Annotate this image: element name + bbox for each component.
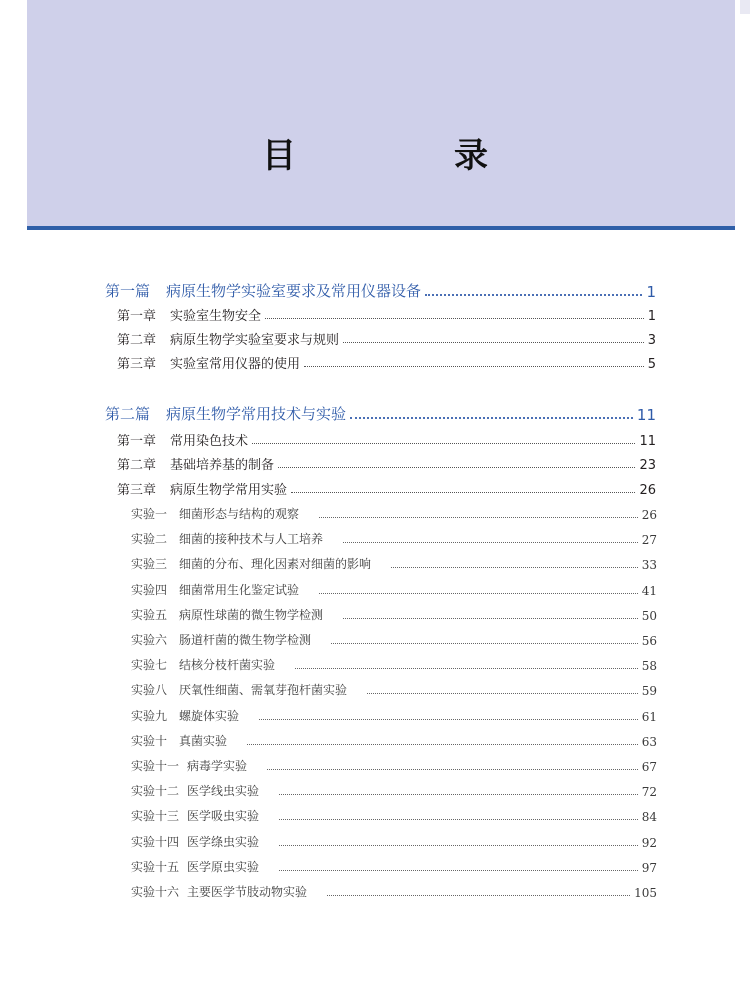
experiment-number: 实验十三 [131, 809, 180, 824]
toc-experiment[interactable] [131, 656, 657, 673]
part-number: 第一篇 [105, 282, 151, 300]
page-number: 23 [639, 458, 656, 473]
experiment-number: 实验八 [131, 683, 168, 698]
dot-leader [279, 793, 638, 795]
experiment-title: 螺旋体实验 [179, 708, 240, 723]
page-number: 1 [647, 309, 656, 324]
part-number: 第二篇 [105, 405, 151, 423]
chapter-number: 第一章 [117, 309, 157, 324]
page-number: 1 [646, 283, 656, 301]
page-title: 目 录 [262, 136, 550, 176]
toc-experiment[interactable] [131, 631, 657, 648]
dot-leader [304, 365, 644, 367]
page-number: 5 [647, 357, 656, 372]
dot-leader [265, 317, 644, 319]
chapter-title: 基础培养基的制备 [170, 458, 275, 473]
dot-leader [252, 442, 635, 444]
chapter-title: 常用染色技术 [170, 434, 249, 449]
experiment-number: 实验三 [131, 557, 168, 572]
toc-chapter[interactable] [117, 454, 656, 473]
page-number: 50 [641, 608, 657, 623]
dot-leader [279, 844, 638, 846]
experiment-title: 医学吸虫实验 [187, 809, 260, 824]
page-number: 105 [634, 886, 657, 900]
toc-experiment[interactable] [131, 807, 657, 824]
page-number: 72 [641, 785, 657, 800]
experiment-number: 实验九 [131, 708, 168, 723]
dot-leader [343, 341, 644, 343]
page-corner [740, 0, 750, 14]
dot-leader [259, 718, 638, 720]
experiment-title: 细菌的分布、理化因素对细菌的影响 [179, 557, 372, 572]
dot-leader [319, 592, 638, 594]
toc-chapter[interactable] [117, 329, 656, 348]
experiment-number: 实验十二 [131, 784, 180, 799]
dot-leader [343, 617, 638, 619]
experiment-number: 实验十 [131, 733, 168, 748]
toc-experiment[interactable] [131, 707, 657, 724]
toc-experiment[interactable] [131, 883, 657, 900]
page-number: 92 [641, 835, 657, 850]
dot-leader [425, 293, 642, 296]
toc-experiment[interactable] [131, 681, 657, 698]
page-number: 26 [641, 508, 657, 522]
chapter-number: 第二章 [117, 333, 157, 348]
page-number: 27 [641, 533, 657, 548]
toc-experiment[interactable] [131, 833, 657, 850]
toc-experiment[interactable] [131, 606, 657, 623]
chapter-title: 病原生物学实验室要求与规则 [170, 333, 340, 348]
dot-leader [278, 466, 635, 468]
dot-leader [350, 416, 633, 419]
toc-chapter[interactable] [117, 353, 656, 372]
toc-chapter[interactable] [117, 305, 656, 324]
dot-leader [279, 818, 638, 820]
page-number: 33 [641, 558, 657, 573]
page-number: 67 [641, 760, 657, 774]
dot-leader [267, 768, 638, 770]
toc-part-1[interactable] [105, 280, 656, 301]
dot-leader [367, 692, 638, 694]
toc-experiment[interactable] [131, 530, 657, 547]
dot-leader [331, 642, 638, 644]
dot-leader [327, 894, 630, 896]
experiment-number: 实验四 [131, 582, 168, 597]
experiment-number: 实验六 [131, 633, 168, 647]
dot-leader [295, 667, 638, 669]
page-number: 84 [641, 810, 657, 825]
experiment-title: 医学原虫实验 [187, 859, 260, 874]
experiment-title: 细菌常用生化鉴定试验 [179, 582, 300, 597]
part-title: 病原生物学常用技术与实验 [166, 405, 347, 423]
dot-leader [319, 516, 638, 518]
page-number: 3 [647, 333, 656, 348]
experiment-title: 病毒学实验 [187, 759, 248, 773]
experiment-number: 实验七 [131, 658, 168, 673]
dot-leader [279, 869, 638, 871]
dot-leader [291, 491, 635, 493]
experiment-number: 实验一 [131, 507, 168, 521]
toc-chapter[interactable] [117, 479, 656, 498]
page-number: 56 [641, 634, 657, 648]
chapter-title: 实验室常用仪器的使用 [170, 357, 301, 372]
header-divider [27, 226, 735, 230]
experiment-title: 医学绦虫实验 [187, 834, 260, 849]
page-number: 97 [641, 860, 657, 875]
dot-leader [391, 566, 638, 568]
toc-experiment[interactable] [131, 757, 657, 774]
experiment-title: 肠道杆菌的微生物学检测 [179, 633, 312, 647]
chapter-title: 实验室生物安全 [170, 309, 262, 324]
toc-experiment[interactable] [131, 581, 657, 598]
toc-chapter[interactable] [117, 430, 656, 449]
dot-leader [343, 541, 638, 543]
toc-experiment[interactable] [131, 555, 657, 572]
toc-part-2[interactable] [105, 403, 656, 424]
toc-experiment[interactable] [131, 858, 657, 875]
experiment-title: 细菌的接种技术与人工培养 [179, 532, 324, 547]
chapter-number: 第三章 [117, 483, 157, 498]
toc-experiment[interactable] [131, 505, 657, 522]
header-band [27, 0, 735, 226]
page-number: 11 [636, 406, 656, 424]
experiment-number: 实验十四 [131, 834, 180, 849]
experiment-number: 实验五 [131, 607, 168, 622]
toc-experiment[interactable] [131, 782, 657, 799]
experiment-title: 细菌形态与结构的观察 [179, 507, 300, 521]
page-number: 61 [641, 709, 657, 724]
page-number: 59 [641, 684, 657, 699]
experiment-title: 医学线虫实验 [187, 784, 260, 799]
experiment-title: 结核分枝杆菌实验 [179, 658, 276, 673]
experiment-number: 实验十一 [131, 759, 180, 773]
page-number: 26 [639, 483, 656, 498]
dot-leader [247, 743, 638, 745]
page-number: 11 [639, 434, 656, 449]
page-number: 41 [641, 583, 657, 598]
experiment-title: 主要医学节肢动物实验 [187, 885, 308, 899]
chapter-number: 第二章 [117, 458, 157, 473]
experiment-title: 真菌实验 [179, 733, 228, 748]
page-number: 58 [641, 659, 657, 674]
part-title: 病原生物学实验室要求及常用仪器设备 [166, 282, 422, 300]
experiment-number: 实验十六 [131, 885, 180, 899]
toc-experiment[interactable] [131, 732, 657, 749]
chapter-title: 病原生物学常用实验 [170, 483, 288, 498]
chapter-number: 第三章 [117, 357, 157, 372]
experiment-number: 实验十五 [131, 859, 180, 874]
experiment-title: 厌氧性细菌、需氧芽孢杆菌实验 [179, 683, 348, 698]
page-number: 63 [641, 734, 657, 749]
experiment-title: 病原性球菌的微生物学检测 [179, 607, 324, 622]
chapter-number: 第一章 [117, 434, 157, 449]
experiment-number: 实验二 [131, 532, 168, 547]
